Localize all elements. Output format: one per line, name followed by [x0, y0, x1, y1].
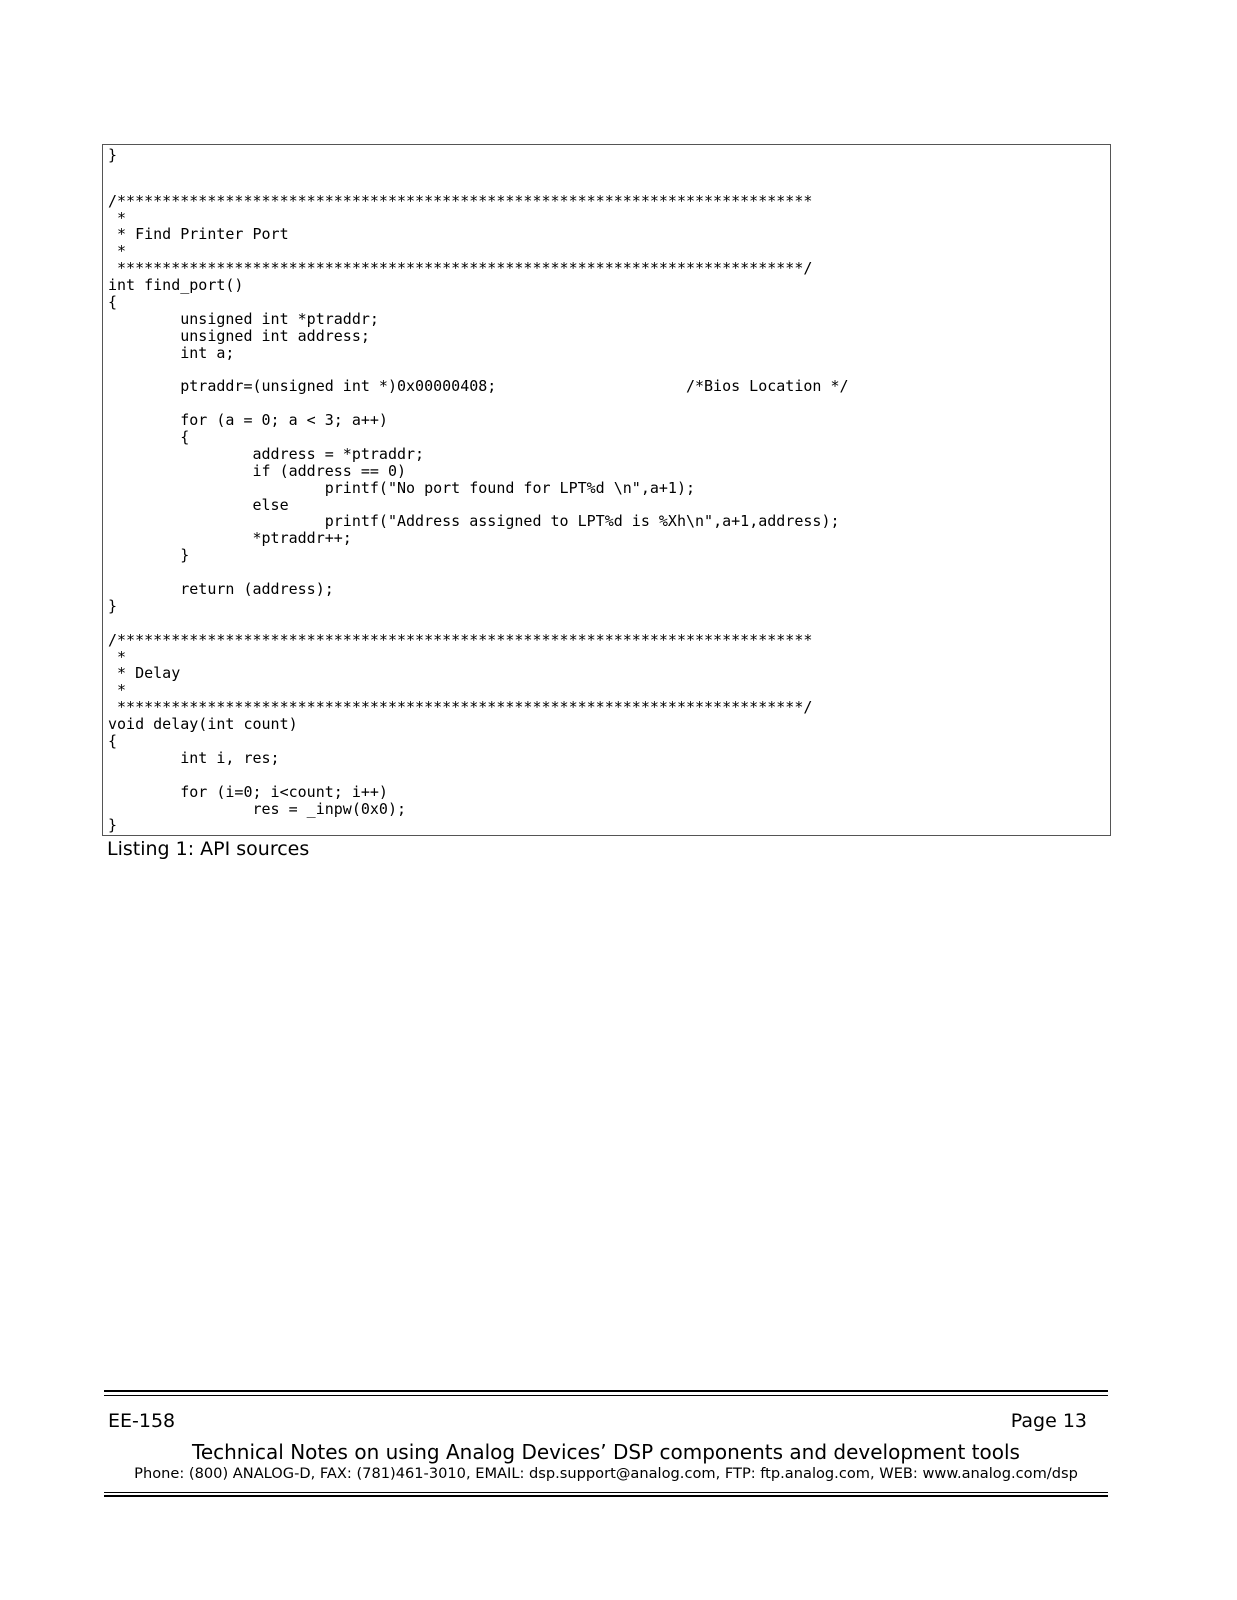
- code-line: * Find Printer Port: [108, 225, 289, 243]
- code-line: * Delay: [108, 664, 181, 682]
- code-line: *: [108, 209, 127, 227]
- code-line: /*****************************************************************************: [108, 631, 813, 649]
- code-line: }: [108, 146, 118, 164]
- code-line: ****************************************************************************/: [108, 259, 813, 277]
- code-line: }: [108, 816, 118, 834]
- code-line: unsigned int *ptraddr;: [108, 310, 379, 328]
- code-line: address = *ptraddr;: [108, 445, 425, 463]
- code-line: unsigned int address;: [108, 327, 370, 345]
- code-line: if (address == 0): [108, 462, 407, 480]
- code-line: return (address);: [108, 580, 334, 598]
- code-line: res = _inpw(0x0);: [108, 800, 407, 818]
- code-line: *: [108, 681, 127, 699]
- code-line: *: [108, 648, 127, 666]
- code-line: for (i=0; i<count; i++): [108, 783, 388, 801]
- code-listing-box: [102, 144, 1111, 836]
- code-line: else: [108, 496, 289, 514]
- code-line: {: [108, 428, 190, 446]
- code-line: *: [108, 242, 127, 260]
- code-line: int find_port(): [108, 276, 244, 294]
- code-line: /*****************************************************************************: [108, 192, 813, 210]
- code-line: ptraddr=(unsigned int *)0x00000408; /*Bios Location */: [108, 377, 849, 395]
- code-line: for (a = 0; a < 3; a++): [108, 411, 388, 429]
- code-line: printf("No port found for LPT%d \n",a+1);: [108, 479, 696, 497]
- listing-caption: Listing 1: API sources: [107, 838, 310, 860]
- code-line: void delay(int count): [108, 715, 298, 733]
- code-line: ****************************************************************************/: [108, 698, 813, 716]
- footer-rule-bottom: [104, 1495, 1108, 1497]
- page-number: Page 13: [1010, 1410, 1087, 1432]
- code-line: int a;: [108, 344, 235, 362]
- footer-rule-top: [104, 1390, 1108, 1392]
- code-line: {: [108, 732, 118, 750]
- footer-rule-top-thin: [104, 1395, 1108, 1396]
- footer-tagline: Technical Notes on using Analog Devices’ DSP components and development tools: [192, 1440, 1020, 1464]
- code-line: printf("Address assigned to LPT%d is %Xh\n",a+1,address);: [108, 512, 840, 530]
- code-line: *ptraddr++;: [108, 529, 352, 547]
- code-line: }: [108, 597, 118, 615]
- code-line: {: [108, 293, 118, 311]
- code-line: int i, res;: [108, 749, 280, 767]
- footer-rule-bottom-thin: [104, 1492, 1108, 1493]
- code-line: }: [108, 546, 190, 564]
- footer-contact: Phone: (800) ANALOG-D, FAX: (781)461-3010, EMAIL: dsp.support@analog.com, FTP: ftp.analog.com, WEB: www.analog.com/dsp: [134, 1465, 1078, 1482]
- document-id: EE-158: [108, 1410, 176, 1432]
